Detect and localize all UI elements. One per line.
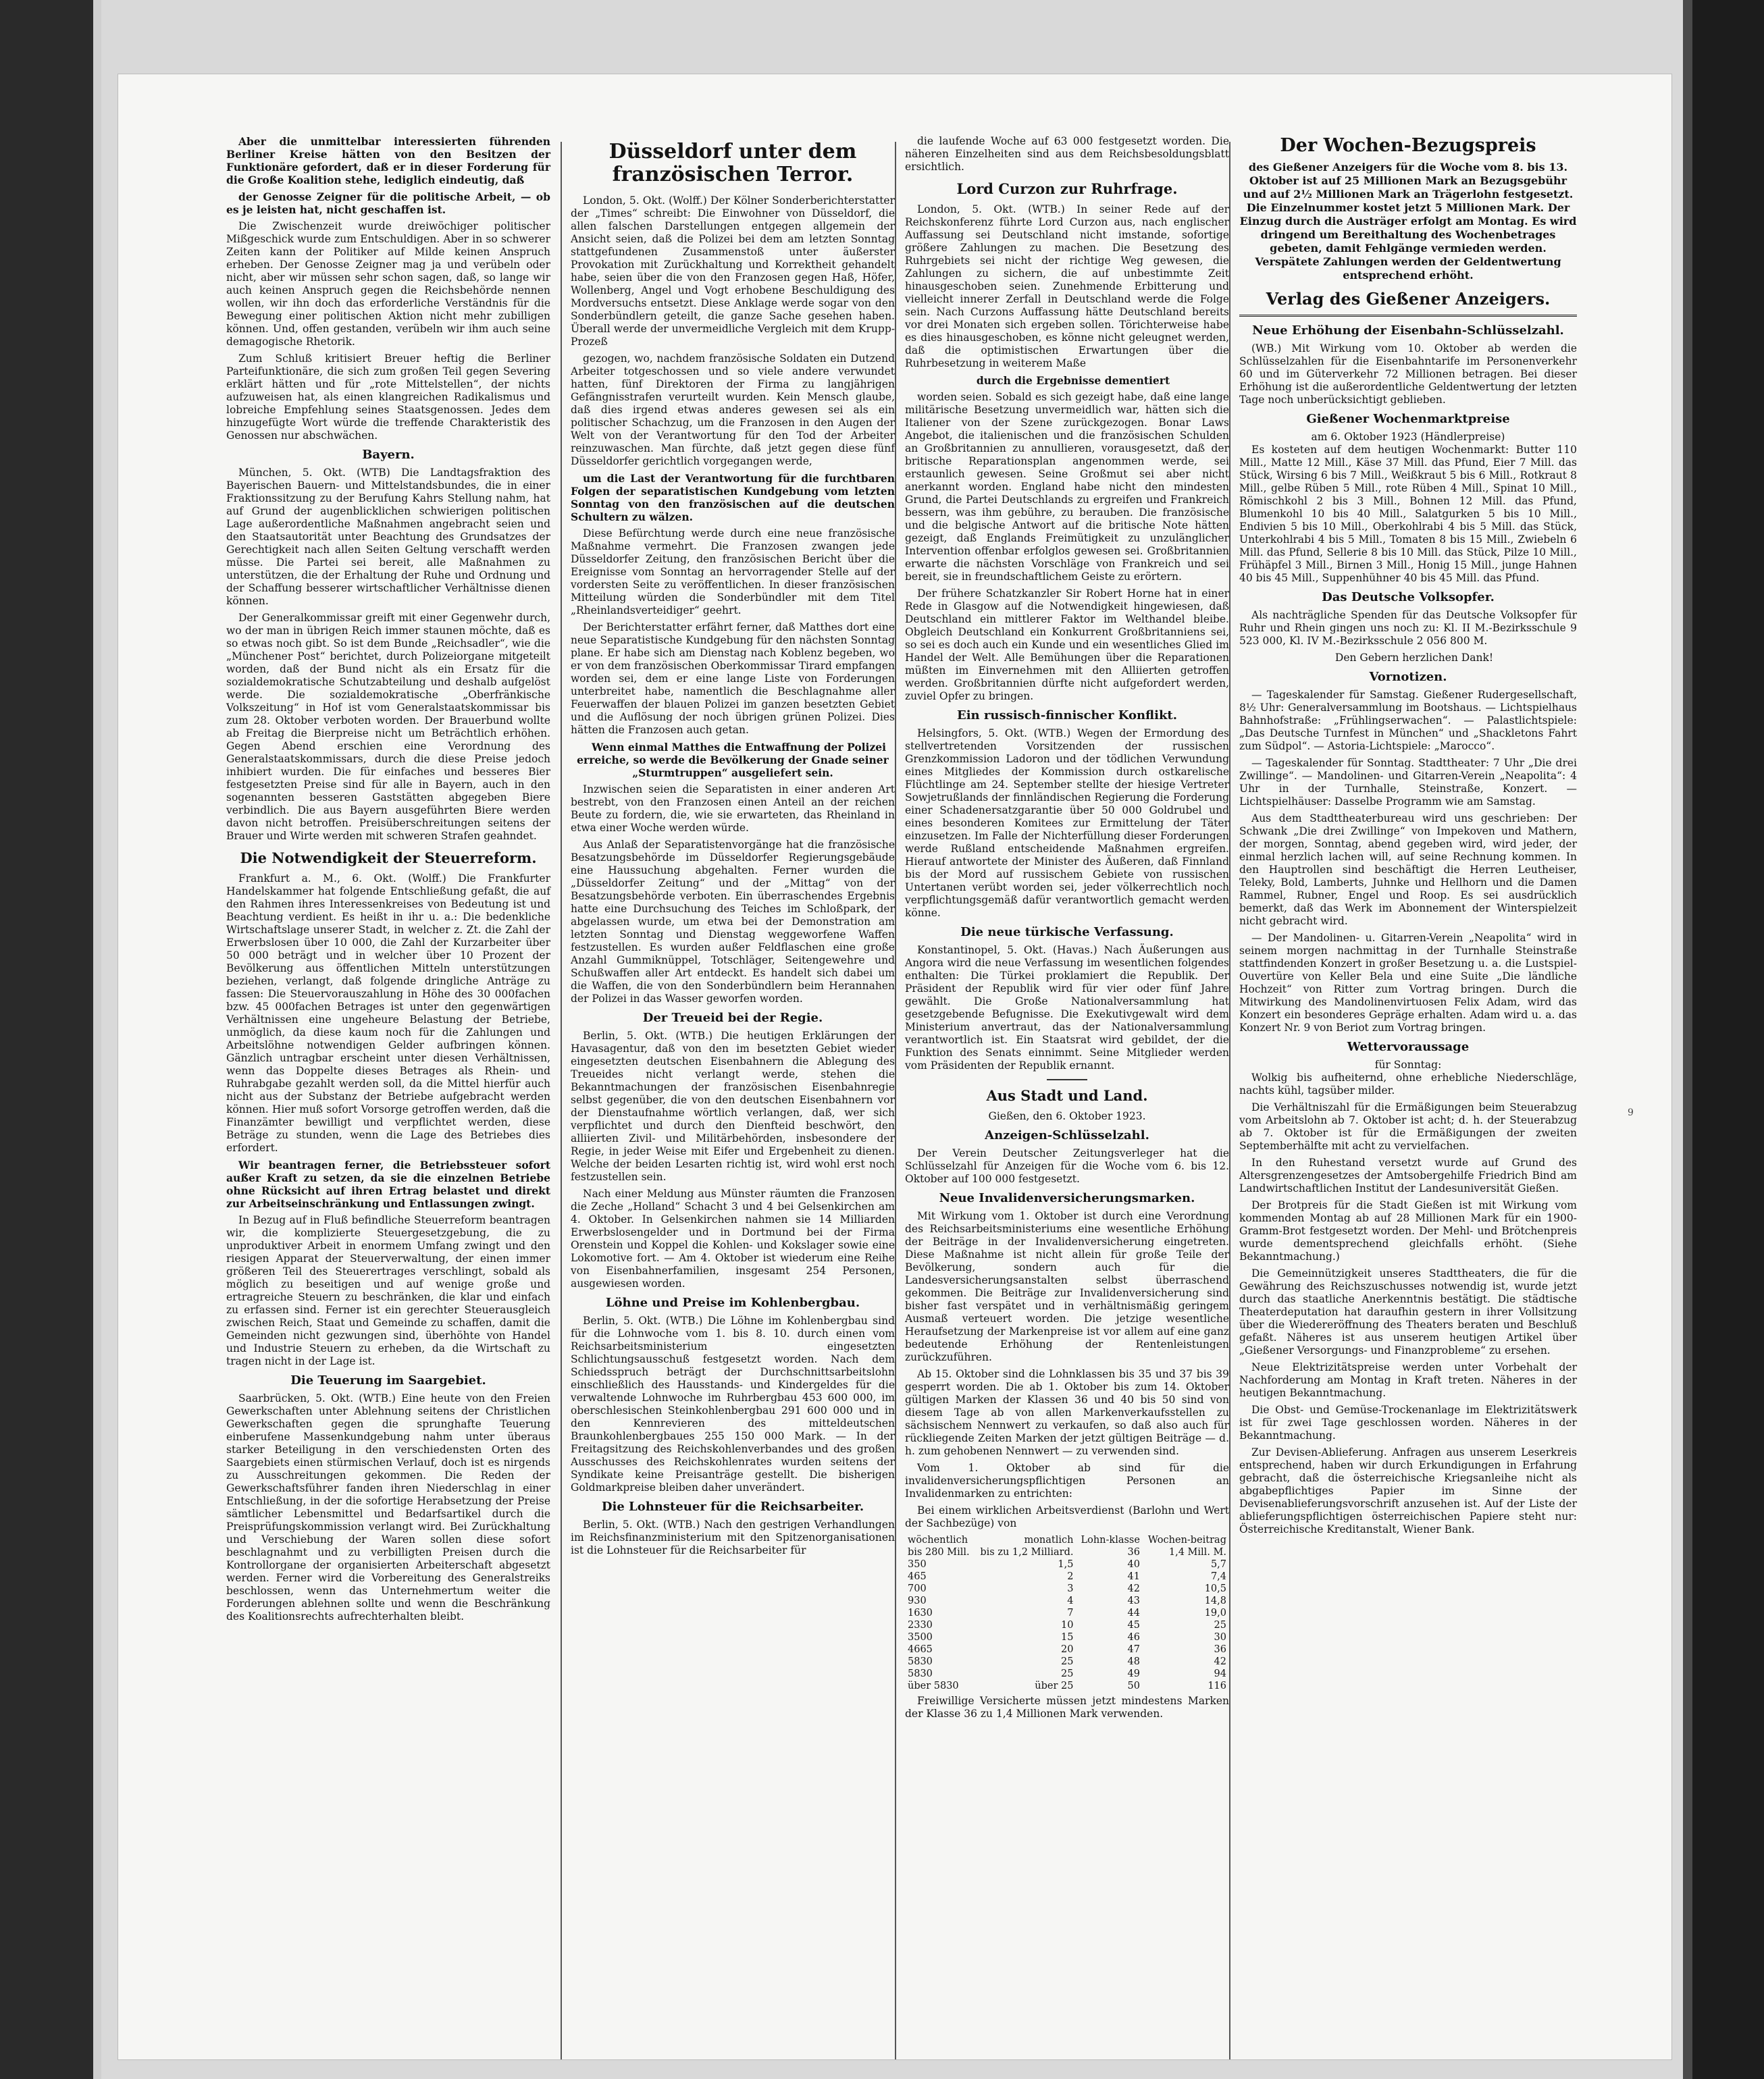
table-cell: 94 [1214,1668,1226,1679]
paragraph: Die Zwischenzeit wurde dreiwöchiger politischer Mißgeschick wurde zum Entschuldigen. Aber in so schwerer Zeiten kann der Politiker auf Milde keinen Anspruch erheben. Der Genosse Zeigner mag ja und verübeln oder nicht, aber wir müssen sehr schon sagen, daß, so lange wir auch keinen Anspruch gegen die Reichsbehörde nennen wollen, wir ihn doch das erforderliche Verständnis für die Bewegung einer politischen Aktion nicht mehr zubilligen können. Und, offen gestanden, verübeln wir ihm auch seine demagogische Rhetorik. [226,220,550,348]
table-cell: 3500 [908,1632,933,1643]
table-cell: 50 [1127,1681,1140,1691]
paragraph: Als nachträgliche Spenden für das Deutsche Volksopfer für Ruhr und Rhein gingen uns noch zu: Kl. II M.-Bezirksschule 9 523 000, Kl. IV M.-Bezirksschule 2 056 800 M. [1239,609,1577,647]
article-headline: Bayern. [362,448,415,462]
paragraph: worden seien. Sobald es sich gezeigt habe, daß eine lange militärische Besetzung unvermeidlich war, hätten sich die Italiener von der Szene zurückgezogen. Bonar Laws Angebot, die italienischen und die französischen Schulden an Großbritannien zu annullieren, vorausgesetzt, daß der britische Reparationsplan angenommen werde, sei erstaunlich gewesen. Seine Großmut sei aber nicht anerkannt worden. England habe nicht den mindesten Grund, die Partei Deutschlands zu ergreifen und Frankreich bessern, was ihm gebühre, zu berauben. Die französische und die belgische Antwort auf die britische Note hätten gezeigt, daß Englands Freimütigkeit zu unzulänglicher Intervention offenbar erfolglos gewesen sei. Großbritannien erwarte die nächsten Vorschläge von Frankreich und sei bereit, sie in freundschaftlichem Geiste zu erörtern. [905,391,1229,583]
table-cell: bis 280 Mill. [908,1547,970,1558]
article-headline: Die Lohnsteuer für die Reichsarbeiter. [601,1500,864,1514]
table-row [905,1571,1229,1583]
paragraph: Aus dem Stadttheaterbureau wird uns geschrieben: Der Schwank „Die drei Zwillinge“ von Impekoven und Mathern, der morgen, Sonntag, abend gegeben wird, wird jeder, der einmal herzlich lachen will, auf seine Rechnung kommen. In den Hauptrollen sind beschäftigt die Herren Leutheiser, Teleky, Bold, Lamberts, Juhnke und Hellhorn und die Damen Rammel, Rubner, Engel und Roop. Es sei ausdrücklich bemerkt, daß das Werk im Abonnement der Winterspielzeit nicht gebracht wird. [1239,812,1577,927]
paragraph: Diese Befürchtung werde durch eine neue französische Maßnahme vermehrt. Die Franzosen zwangen jede Düsseldorfer Zeitung, den französischen Bericht über die Ereignisse vom Sonntag an hervorragender Stelle auf der vordersten Seite zu veröffentlichen. In dieser französischen Mitteilung würden die Sonderbündler mit dem Titel „Rheinlandsverteidiger“ geehrt. [571,527,895,616]
article-headline: Neue Erhöhung der Eisenbahn-Schlüsselzahl. [1252,323,1564,338]
paragraph: Es kosteten auf dem heutigen Wochenmarkt: Butter 110 Mill., Matte 12 Mill., Käse 37 Mill. das Pfund, Eier 7 Mill. das Stück, Wirsing 6 bis 7 Mill., Weißkraut 5 bis 6 Mill., Rotkraut 8 Mill., gelbe Rüben 5 Mill., rote Rüben 4 Mill., Spinat 10 Mill., Römischkohl 2 bis 3 Mill., Bohnen 12 Mill. das Pfund, Blumenkohl 10 bis 40 Mill., Salatgurken 5 bis 10 Mill., Endivien 5 bis 10 Mill., Oberkohlrabi 4 bis 5 Mill. das Stück, Unterkohlrabi 4 bis 5 Mill., Tomaten 8 bis 15 Mill., Zwiebeln 6 Mill. das Pfund, Sellerie 8 bis 10 Mill. das Stück, Pilze 10 Mill., Frühäpfel 3 Mill., Birnen 3 Mill., Honig 15 Mill., junge Hahnen 40 bis 45 Mill., Suppenhühner 40 bis 45 Mill. das Pfund. [1239,444,1577,584]
table-cell: 5,7 [1210,1559,1226,1570]
paragraph: Der Verein Deutscher Zeitungsverleger hat die Schlüsselzahl für Anzeigen für die Woche vom 6. bis 12. Oktober auf 100 000 festgesetzt. [905,1147,1229,1185]
table-cell: 5830 [908,1656,933,1667]
article-headline: Die Teuerung im Saargebiet. [290,1373,486,1388]
article-headline: Düsseldorf unter dem französischen Terror. [608,140,857,186]
publisher-line: Verlag des Gießener Anzeigers. [1266,289,1551,309]
table-cell: 48 [1127,1656,1140,1667]
paragraph: — Der Mandolinen- u. Gitarren-Verein „Neapolita“ wird in seinem morgen nachmittag in der Turnhalle Steinstraße stattfindenden Konzert in großer Besetzung u. a. die Lustspiel-Ouvertüre von Keller Bela und eine Suite „Die ländliche Hochzeit“ von Ritter zum Vortrag bringen. Durch die Mitwirkung des Mandolinenvirtuosen Felix Adam, wird das Konzert ein besonderes Gepräge erhalten. Adam wird u. a. das Konzert Nr. 9 von Beriot zum Vortrag bringen. [1239,932,1577,1034]
paragraph: Frankfurt a. M., 6. Okt. (Wolff.) Die Frankfurter Handelskammer hat folgende Entschließung gefaßt, die auf den Rahmen ihres Interessenkreises von Bedeutung ist und Beachtung verdient. Es heißt in ihr u. a.: Die bedenkliche Wirtschaftslage unserer Stadt, in welcher z. Zt. die Zahl der Erwerbslosen über 10 000, die Zahl der Kurzarbeiter über 50 000 beträgt und in welcher über 10 Prozent der Bevölkerung aus öffentlichen Mitteln unterstützungen beziehen, verlangt, daß folgende dringliche Anträge zu fassen: Die Steuervorauszahlung in Höhe des 30 000fachen bzw. 45 000fachen Betrages ist unter den gegenwärtigen Verhältnissen eine ungeheure Belastung der Betriebe, unmöglich, da diese kaum noch für die Zahlungen und Arbeitslöhne notwendigen Gelder aufbringen können. Gänzlich untragbar erscheint unter diesen Verhältnissen, wenn das Doppelte dieses Betrages als Rhein- und Ruhrabgabe gezahlt werden soll, da die Mittel hierfür auch nicht aus der Substanz der Betriebe aufgebracht werden können. Hier muß sofort Vorsorge getroffen werden, daß die Finanzämter bewilligt und verpflichtet werden, diese Beträge zu stunden, wenn die Lage des Betriebes dies erfordert. [226,872,550,1154]
table-header-cell: Lohn-klasse [1081,1535,1140,1546]
table-cell: 25 [1061,1668,1074,1679]
article-headline: Die Notwendigkeit der Steuerreform. [240,849,537,866]
table-cell: 10,5 [1204,1583,1226,1594]
table-cell: bis zu 1,2 Milliard. [980,1547,1074,1558]
table-cell: 41 [1127,1571,1140,1582]
table-row [905,1583,1229,1595]
section-headline: Aus Stadt und Land. [986,1087,1148,1104]
table-row [905,1607,1229,1619]
table-cell: 19,0 [1204,1608,1226,1619]
table-cell: 20 [1061,1644,1074,1655]
table-cell: 350 [908,1559,927,1570]
article-headline: Ein russisch-finnischer Konflikt. [956,708,1178,722]
paragraph: Der frühere Schatzkanzler Sir Robert Horne hat in einer Rede in Glasgow auf die Notwendigkeit hingewiesen, daß Deutschland ein mittlerer Faktor im Welthandel bleibe. Obgleich Deutschland ein Konkurrent Großbritanniens sei, so sei es doch auch ein Kunde und ein wesentliches Glied im Handel der Welt. Alle Bemühungen über die Reparationen müßten im Einvernehmen mit den Alliierten getroffen werden. Großbritannien dürfte nicht aufgefordert werden, zuviel Opfer zu bringen. [905,587,1229,702]
table-cell: 465 [908,1571,927,1582]
paragraph: London, 5. Okt. (Wolff.) Der Kölner Sonderberichterstatter der „Times“ schreibt: Die Einwohner von Düsseldorf, die allen falschen Darstellungen entgegen allgemein der Ansicht seien, daß die Polizei bei dem am letzten Sonntag stattgefundenen Zusammenstoß unter äußerster Provokation mit Zurückhaltung und Korrektheit gehandelt habe, seien über die von den Franzosen gegen Haß, Höfer, Wollenberg, Angel und Vogt erhobene Beschuldigung des Mordversuchs entsetzt. Diese Anklage werde sogar von den Sonderbündlern geteilt, die ganze Sache gesehen haben. Überall werde der unvermeidliche Vergleich mit dem Krupp-Prozeß [571,194,895,348]
column-1 [226,135,550,1627]
table-cell: 25 [1061,1656,1074,1667]
table-header-cell: Wochen-beitrag [1147,1535,1226,1546]
table-header-row [905,1534,1229,1546]
paragraph: München, 5. Okt. (WTB) Die Landtagsfraktion des Bayerischen Bauern- und Mittelstandsbundes, die in einer Fraktionssitzung zu der Berufung Kahrs Stellung nahm, hat auf Grund der augenblicklichen schwierigen politischen Lage außerordentliche Maßnahmen angebracht seien und den Staatsautorität unter Beachtung des Grundsatzes der Gerechtigkeit nach allen Seiten Geltung verschafft werden müsse. Die Partei sei bereit, alle Maßnahmen zu unterstützen, die der Erhaltung der Ruhe und Ordnung und der Schaffung besserer wirtschaftlicher Verhältnisse dienen können. [226,467,550,607]
table-row [905,1631,1229,1643]
table-cell: 30 [1214,1632,1226,1643]
paragraph: Mit Wirkung vom 1. Oktober ist durch eine Verordnung des Reichsarbeitsministeriums eine wesentliche Erhöhung der Beiträge in der Invalidenversicherung eingetreten. Diese Maßnahme ist nicht allein für große Teile der Bevölkerung, sondern auch für die Landesversicherungsanstalten selbst überraschend gekommen. Die Beiträge zur Invalidenversicherung sind bisher fast verspätet und in verhältnismäßig geringem Ausmaß verteuert worden. Die jetzige wesentliche Heraufsetzung der Markenpreise ist vor allem auf eine ganz bedeutende Erhöhung der Rentenleistungen zurückzuführen. [905,1210,1229,1363]
table-cell: 42 [1214,1656,1226,1667]
table-row [905,1643,1229,1656]
paragraph: um die Last der Verantwortung für die furchtbaren Folgen der separatistischen Kundgebung vom letzten Sonntag von den französischen auf die deutschen Schultern zu wälzen. [571,472,895,523]
article-headline: Der Treueid bei der Regie. [642,1011,823,1025]
paragraph: (WB.) Mit Wirkung vom 10. Oktober ab werden die Schlüsselzahlen für die Eisenbahntarife im Personenverkehr 60 und im Güterverkehr 72 Millionen betragen. Bei dieser Erhöhung ist die außerordentliche Geldentwertung der letzten Tage noch unberücksichtigt geblieben. [1239,342,1577,406]
paragraph: — Tageskalender für Sonntag. Stadttheater: 7 Uhr „Die drei Zwillinge“. — Mandolinen- und Gitarren-Verein „Neapolita“: 4 Uhr in der Turnhalle, Steinstraße, Konzert. — Lichtspielhäuser: Dasselbe Programm wie am Samstag. [1239,757,1577,808]
article-headline: Wettervoraussage [1347,1040,1470,1054]
column-2 [571,135,895,1561]
paragraph: gezogen, wo, nachdem französische Soldaten ein Dutzend Arbeiter totgeschossen und so viele andere verwundet hatten, fünf Direktoren der Firma zu langjährigen Gefängnisstrafen verurteilt wurden. Kein Mensch glaube, daß dies irgend etwas anderes gewesen sei als ein politischer Schachzug, um die Franzosen in den Augen der Welt von der Verantwortung für den Tod der Arbeiter reinzuwaschen. Man fürchte, daß jetzt gegen diese fünf Düsseldorfer gerichtlich vorgegangen werde, [571,352,895,467]
contribution-table [905,1534,1229,1692]
scanner-background-left [0,0,101,2079]
article-headline: Die neue türkische Verfassung. [960,925,1174,939]
table-cell: 700 [908,1583,927,1594]
column-rule [561,142,562,2059]
table-row [905,1595,1229,1607]
table-cell: 4 [1067,1596,1074,1606]
table-cell: 44 [1127,1608,1140,1619]
table-cell: 47 [1127,1644,1140,1655]
article-headline: Neue Invalidenversicherungsmarken. [939,1191,1195,1205]
table-cell: 14,8 [1204,1596,1226,1606]
paragraph: Den Gebern herzlichen Dank! [1334,652,1494,664]
column-4 [1239,135,1577,1540]
article-headline: Anzeigen-Schlüsselzahl. [985,1128,1149,1142]
paragraph: Der Berichterstatter erfährt ferner, daß Matthes dort eine neue Separatistische Kundgebung für den nächsten Sonntag plane. Er habe sich am Dienstag nach Koblenz begeben, wo er von dem französischen Oberkommissar Tirard empfangen worden sei, dem er eine lange Liste von Forderungen unterbreitet habe, namentlich die Beschlagnahme aller Feuerwaffen der blauen Polizei im ganzen besetzten Gebiet und die Auflösung der noch übrigen grünen Polizei. Dies hätten die Franzosen auch getan. [571,621,895,736]
paragraph: die laufende Woche auf 63 000 festgesetzt worden. Die näheren Einzelheiten sind aus dem Reichsbesoldungsblatt ersichtlich. [905,135,1229,173]
scanner-background-right [1683,0,1764,2079]
table-cell: 7,4 [1210,1571,1226,1582]
separator [1047,1079,1087,1080]
subheading: durch die Ergebnisse dementiert [976,374,1170,387]
table-cell: 42 [1127,1583,1140,1594]
paragraph: Wir beantragen ferner, die Betriebssteuer sofort außer Kraft zu setzen, da sie die einzelnen Betriebe ohne Rücksicht auf ihren Ertrag belastet und direkt zur Arbeitseinschränkung und Entlassungen zwingt. [226,1159,550,1210]
table-row [905,1668,1229,1680]
price-title: Der Wochen-Bezugspreis [1280,135,1536,156]
table-row [905,1656,1229,1668]
margin-mark: 9 [1628,1107,1634,1118]
table-cell: über 5830 [908,1681,959,1691]
table-row [905,1680,1229,1692]
article-headline: Gießener Wochenmarktpreise [1306,412,1510,426]
table-row [905,1546,1229,1558]
article-headline: Löhne und Preise im Kohlenbergbau. [605,1296,860,1310]
newspaper-page [118,74,1671,2059]
table-cell: über 25 [1035,1681,1074,1691]
paragraph: Die Verhältniszahl für die Ermäßigungen beim Steuerabzug vom Arbeitslohn ab 7. Oktober ist acht; d. h. der Steuerabzug ab 7. Oktober ist für die Ermäßigungen der zweiten Septemberhälfte mit acht zu vervielfachen. [1239,1101,1577,1152]
paragraph: Berlin, 5. Okt. (WTB.) Nach den gestrigen Verhandlungen im Reichsfinanzministerium mit den Spitzenorganisationen ist die Lohnsteuer für die Reichsarbeiter für [571,1519,895,1556]
table-cell: 45 [1127,1620,1140,1631]
paragraph: Die Obst- und Gemüse-Trockenanlage im Elektrizitätswerk ist für zwei Tage geschlossen worden. Näheres in der Bekanntmachung. [1239,1404,1577,1442]
table-header-cell: monatlich [1024,1535,1074,1546]
table-cell: 3 [1067,1583,1074,1594]
paragraph: Zur Devisen-Ablieferung. Anfragen aus unserem Leserkreis entsprechend, haben wir durch Erkundigungen in Erfahrung gebracht, daß die österreichische Kriegsanleihe nicht als abgabepflichtiges Papier im Sinne der Devisenablieferungsvorschrift anzusehen ist. Auf der Liste der ablieferungspflichtigen österreichischen Papiere steht nur: Österreichische Kreditanstalt, Wiener Bank. [1239,1446,1577,1535]
table-cell: 46 [1127,1632,1140,1643]
table-cell: 49 [1127,1668,1140,1679]
table-row [905,1558,1229,1571]
paragraph: — Tageskalender für Samstag. Gießener Rudergesellschaft, 8½ Uhr: Generalversammlung im Bootshaus. — Lichtspielhaus Bahnhofstraße: „Frühlingserwachen“. — Palastlichtspiele: „Das Deutsche Turnfest in München“ und „Shackletons Fahrt zum Südpol“. — Astoria-Lichtspiele: „Marocco“. [1239,689,1577,752]
paragraph: Der Brotpreis für die Stadt Gießen ist mit Wirkung vom kommenden Montag ab auf 28 Millionen Mark für ein 1900-Gramm-Brot festgesetzt worden. Der Mehl- und Brötchenpreis wurde dementsprechend gleichfalls erhöht. (Siehe Bekanntmachung.) [1239,1199,1577,1263]
table-cell: 5830 [908,1668,933,1679]
paragraph: Zum Schluß kritisiert Breuer heftig die Berliner Parteifunktionäre, die sich zum großen Teil gegen Severing erklärt hätten und für „rote Mittelstellen“, der nichts aufzuweisen hat, als einen klangreichen Radikalismus und lobreiche Empfehlung seines Staatsgenossen. Jedes dem hinzugefügte Wort würde die treffende Charakteristik des Genossen nur abschwächen. [226,352,550,442]
paragraph: Ab 15. Oktober sind die Lohnklassen bis 35 und 37 bis 39 gesperrt worden. Die ab 1. Oktober bis zum 14. Oktober gültigen Marken der Klassen 36 und 40 bis 50 sind von diesem Tage ab von allen Markenverkaufsstellen zu sächsischem Nennwert zu verkaufen, so daß also auch für rückliegende Zeiten Marken der jetzt gültigen Beiträge — d. h. zum gehobenen Nennwert — zu verwenden sind. [905,1368,1229,1457]
paragraph: In den Ruhestand versetzt wurde auf Grund des Altersgrenzengesetzes der Amtsobergehilfe Friedrich Bind am Landwirtschaftlichen Institut der Landesuniversität Gießen. [1239,1157,1577,1194]
paragraph: Wolkig bis aufheiternd, ohne erhebliche Niederschläge, nachts kühl, tagsüber milder. [1239,1072,1577,1097]
paragraph: Berlin, 5. Okt. (WTB.) Die Löhne im Kohlenbergbau sind für die Lohnwoche vom 1. bis 8. 10. durch einen vom Reichsarbeitsministerium eingesetzten Schlichtungsausschuß festgesetzt worden. Nach dem Schiedsspruch beträgt der Durchschnittsarbeitslohn einschließlich des Hausstands- und Kindergeldes für die verwaltende Lohnwoche im Ruhrbergbau 453 600 000, im oberschlesischen Steinkohlenbergbau 291 600 000 und in den Kennrevieren des mitteldeutschen Braunkohlenbergbaues 255 150 000 Mark. — In der Freitagsitzung des Reichskohlenverbandes und des großen Ausschusses des Reichskohlenrates wurden seitens der Syndikate keine Preisanträge gestellt. Die bisherigen Goldmarkpreise bleiben daher unverändert. [571,1315,895,1494]
paragraph: Helsingfors, 5. Okt. (WTB.) Wegen der Ermordung des stellvertretenden Vorsitzenden der russischen Grenzkommission Ladoron und der tödlichen Verwundung eines Mitgliedes der Kommission durch ostkarelische Flüchtlinge am 24. September stellte der hiesige Vertreter Sowjetrußlands der finnländischen Regierung die Forderung einer Schadenersatzgarantie über 50 000 Goldrubel und eines besonderen Komitees zur Ermittelung der Täter einzusetzen. Im Falle der Nichterfüllung dieser Forderungen werde Rußland entscheidende Maßnahmen ergreifen. Hierauf antwortete der Minister des Äußeren, daß Finnland bis der Mord auf russischem Gebiete von russischen Untertanen verübt worden sei, jeder völkerrechtlich noch verpflichtungsgemäß dafür verantwortlich gemacht werden könne. [905,727,1229,919]
paragraph: Aus Anlaß der Separatistenvorgänge hat die französische Besatzungsbehörde im Düsseldorfer Regierungsgebäude eine Haussuchung abgehalten. Ferner wurden die „Düsseldorfer Zeitung“ und der „Mittag“ von der Besatzungsbehörde verboten. Ein überraschendes Ergebnis hatte eine Durchsuchung des Teiches im Schloßpark, der abgelassen wurde, um etwa bei der Demonstration am letzten Sonntag und Dienstag weggeworfene Waffen festzustellen. Es wurden außer Feldflaschen eine große Anzahl Gummiknüppel, Totschläger, Seitengewehre und Schußwaffen aller Art entdeckt. Es handelt sich dabei um die Waffen, die von den Sonderbündlern beim Herannahen der Polizei in das Wasser geworfen worden. [571,839,895,1005]
paragraph: In Bezug auf in Fluß befindliche Steuerreform beantragen wir, die komplizierte Steuergesetzgebung, die zu unproduktiver Arbeit in enormem Umfang zwingt und den riesigen Apparat der Steuerverwaltung, der einen immer größeren Teil des Steuerertrages verschlingt, sobald als möglich zu beseitigen und auf wenige große und ertragreiche Steuern zu beschränken, die klar und einfach zu erfassen sind. Ferner ist ein gerechter Steuerausgleich zwischen Reich, Staat und Gemeinde zu schaffen, damit die Gemeinden nicht gezwungen sind, überhöhte von Handel und Industrie Steuern zu erheben, da die Wirtschaft zu tragen nicht in der Lage ist. [226,1214,550,1367]
article-headline: Vornotizen. [1369,670,1447,684]
book-binding [1683,0,1692,2079]
paragraph: Saarbrücken, 5. Okt. (WTB.) Eine heute von den Freien Gewerkschaften unter Ablehnung seitens der Christlichen Gewerkschaften gegen die sprunghafte Teuerung einberufene Massenkundgebung nahm unter überaus starker Beteiligung in den verschiedensten Orten des Saargebiets einen stürmischen Verlauf, doch ist es nirgends zu Ausschreitungen gekommen. Die Reden der Gewerkschaftsführer fanden ihren Niederschlag in einer Entschließung, in der die sofortige Herabsetzung der Preise sämtlicher Lebensmittel und Bedarfsartikel durch die Preisprüfungskommission verlangt wird. Bei Zurückhaltung und Verschiebung der Waren sollen diese sofort beschlagnahmt und zu verbilligten Preisen durch die Kontrollorgane der organisierten Arbeiterschaft abgesetzt werden. Ferner wird die Vorbereitung des Generalstreiks beschlossen, wenn das Unternehmertum weiter die Forderungen ablehnen sollte und wenn die Beschränkung des Koalitionsrechts aufrechterhalten bleibt. [226,1392,550,1623]
table-cell: 36 [1214,1644,1226,1655]
table-cell: 116 [1208,1681,1226,1691]
article-headline: Das Deutsche Volksopfer. [1322,590,1495,604]
previous-page-edge [93,0,101,2079]
table-cell: 1,4 Mill. M. [1168,1547,1226,1558]
table-cell: 40 [1127,1559,1140,1570]
table-header-cell: wöchentlich [908,1535,968,1546]
paragraph: Die Gemeinnützigkeit unseres Stadttheaters, die für die Gewährung des Reichszuschusses notwendig ist, wurde jetzt durch das staatliche Anerkenntnis bestätigt. Die städtische Theaterdeputation hat daraufhin gestern in ihrer Vollsitzung über die Wiedereröffnung des Theaters beraten und Beschluß gefaßt. Näheres ist aus unserem heutigen Artikel über „Gießener Versorgungs- und Finanzprobleme“ zu ersehen. [1239,1267,1577,1357]
subscription-price-box [1239,135,1577,317]
table-cell: 1,5 [1058,1559,1074,1570]
article-headline: Lord Curzon zur Ruhrfrage. [956,180,1178,197]
subheading: für Sonntag: [1374,1059,1442,1071]
paragraph: Vom 1. Oktober ab sind für die invalidenversicherungspflichtigen Personen an Invalidenmarken zu entrichten: [905,1462,1229,1500]
paragraph: Nach einer Meldung aus Münster räumten die Franzosen die Zeche „Holland“ Schacht 3 und 4 bei Gelsenkirchen am 4. Oktober. In Gelsenkirchen nahmen sie 14 Milliarden Erwerbslosengelder und in Dortmund bei der Firma Orenstein und Koppel die Kohlen- und Kokslager sowie eine Lokomotive fort. — Am 4. Oktober ist wiederum eine Reihe von Eisenbahnerfamilien, insgesamt 254 Personen, ausgewiesen worden. [571,1188,895,1290]
table-cell: 10 [1061,1620,1074,1631]
table-cell: 930 [908,1596,927,1606]
column-rule [895,142,896,2059]
paragraph: Wenn einmal Matthes die Entwaffnung der Polizei erreiche, so werde die Bevölkerung der Gnade seiner „Sturmtruppen“ ausgeliefert sein. [577,741,889,779]
table-cell: 4665 [908,1644,933,1655]
paragraph: Neue Elektrizitätspreise werden unter Vorbehalt der Nachforderung am Montag in Kraft treten. Näheres in der heutigen Bekanntmachung. [1239,1361,1577,1399]
table-cell: 1630 [908,1608,933,1619]
paragraph: Der Generalkommissar greift mit einer Gegenwehr durch, wo der man in übrigen Reich immer staunen möchte, daß es so etwas noch gibt. So ist dem Bunde „Reichsadler“, wie die „Münchener Post“ berichtet, durch Polizeiorgane mitgeteilt worden, daß der Bund nicht als ein Ersatz für die sozialdemokratische Schutzabteilung und deshalb aufgelöst werde. Die sozialdemokratische „Oberfränkische Volkszeitung“ in Hof ist vom Generalstaatskommissar bis zum 28. Oktober verboten worden. Der Brauerbund wollte ab Freitag die Bierpreise nicht um Beträchtlich erhöhen. Gegen Abend erschien eine Verordnung des Generalstaatskommissars, durch die diese Preise jedoch inhibiert wurden. Die für einfaches und besseres Bier festgesetzten Preise sind für alle in Bayern, auch in den sogenannten besseren Gaststätten abgegeben Biere verbindlich. Die aus Bayern ausgeführten Biere werden davon nicht betroffen. Preisüberschreitungen seitens der Brauer und Wirte werden mit schweren Strafen geahndet. [226,612,550,842]
column-rule [1229,142,1230,2059]
paragraph: der Genosse Zeigner für die politische Arbeit, — ob es je leisten hat, nicht geschaffen ist. [226,190,550,216]
column-3 [905,135,1229,1725]
table-cell: 2330 [908,1620,933,1631]
paragraph: Aber die unmittelbar interessierten führenden Berliner Kreise hätten von den Besitzen der Funktionäre gefordert, daß er in dieser Forderung für die Große Koalition stehe, lediglich eindeutig, daß [226,135,550,186]
dateline: Gießen, den 6. Oktober 1923. [988,1110,1146,1122]
paragraph: Inzwischen seien die Separatisten in einer anderen Art bestrebt, von den Franzosen einen Anteil an der reichen Beute zu fordern, die, wie sie erwarteten, das Rheinland in etwa einer Woche werden würde. [571,783,895,834]
table-cell: 43 [1127,1596,1140,1606]
table-row [905,1619,1229,1631]
price-text: des Gießener Anzeigers für die Woche vom 8. bis 13. Oktober ist auf 25 Millionen Mark an Bezugsgebühr und auf 2½ Millionen Mark an Trägerlohn festgesetzt. Die Einzelnummer kostet jetzt 5 Millionen Mark. Der Einzug durch die Austräger erfolgt am Montag. Es wird dringend um Bereithaltung des Wochenbetrages gebeten, damit Fehlgänge vermieden werden. Verspätete Zahlungen werden der Geldentwertung entsprechend erhöht. [1239,161,1577,282]
paragraph: Bei einem wirklichen Arbeitsverdienst (Barlohn und Wert der Sachbezüge) von [905,1504,1229,1529]
paragraph: London, 5. Okt. (WTB.) In seiner Rede auf der Reichskonferenz führte Lord Curzon aus, nach englischer Auffassung sei Deutschland nicht imstande, sofortige größere Zahlungen zu machen. Die Besetzung des Ruhrgebiets sei nicht der richtige Weg gewesen, die Zahlungen zu sichern, die auf unbestimmte Zeit hinausgeschoben seien. Zunehmende Erbitterung und vielleicht innerer Zerfall in Deutschland werde die Folge sein. Nach Curzons Auffassung hätte Deutschland bereits vor drei Monaten sich ergeben sollen. Törichterweise habe es dies hinausgeschoben, es könne nicht geleugnet werden, daß die optimistischen Erwartungen über die Ruhrbesetzung in weiterem Maße [905,203,1229,369]
table-footnote: Freiwillige Versicherte müssen jetzt mindestens Marken der Klasse 36 zu 1,4 Millionen Mark verwenden. [905,1695,1229,1720]
table-cell: 15 [1061,1632,1074,1643]
table-cell: 2 [1067,1571,1074,1582]
subheading: am 6. Oktober 1923 (Händlerpreise) [1311,431,1505,443]
table-cell: 7 [1067,1608,1074,1619]
paragraph: Konstantinopel, 5. Okt. (Havas.) Nach Äußerungen aus Angora wird die neue Verfassung im wesentlichen folgendes enthalten: Die Türkei proklamiert die Republik. Der Präsident der Republik wird für vier oder fünf Jahre gewählt. Die Große Nationalversammlung hat gesetzgebende Befugnisse. Die Exekutivgewalt wird dem Ministerium anvertraut, das der Nationalversammlung verantwortlich ist. Ein Staatsrat wird gebildet, der die Funktion des Senats einnimmt. Seine Mitglieder werden vom Präsidenten der Republik ernannt. [905,944,1229,1072]
table-cell: 25 [1214,1620,1226,1631]
table-cell: 36 [1127,1547,1140,1558]
paragraph: Berlin, 5. Okt. (WTB.) Die heutigen Erklärungen der Havasagentur, daß von den im besetzten Gebiet wieder eingesetzten deutschen Eisenbahnern die Ablegung des Treueides nicht verlangt werde, stehen die Bekanntmachungen der französischen Eisenbahnregie selbst gegenüber, die von den deutschen Eisenbahnern vor der Dienstaufnahme wörtlich verlangen, daß, wer sich verpflichtet und durch den Dienfteid beschwört, den alliierten Zivil- und Militärbehörden, insbesondere der Regie, in jeder Weise mit Eifer und Ergebenheit zu dienen. Welche der beiden Lesarten richtig ist, wird wohl erst noch festzustellen sein. [571,1030,895,1183]
